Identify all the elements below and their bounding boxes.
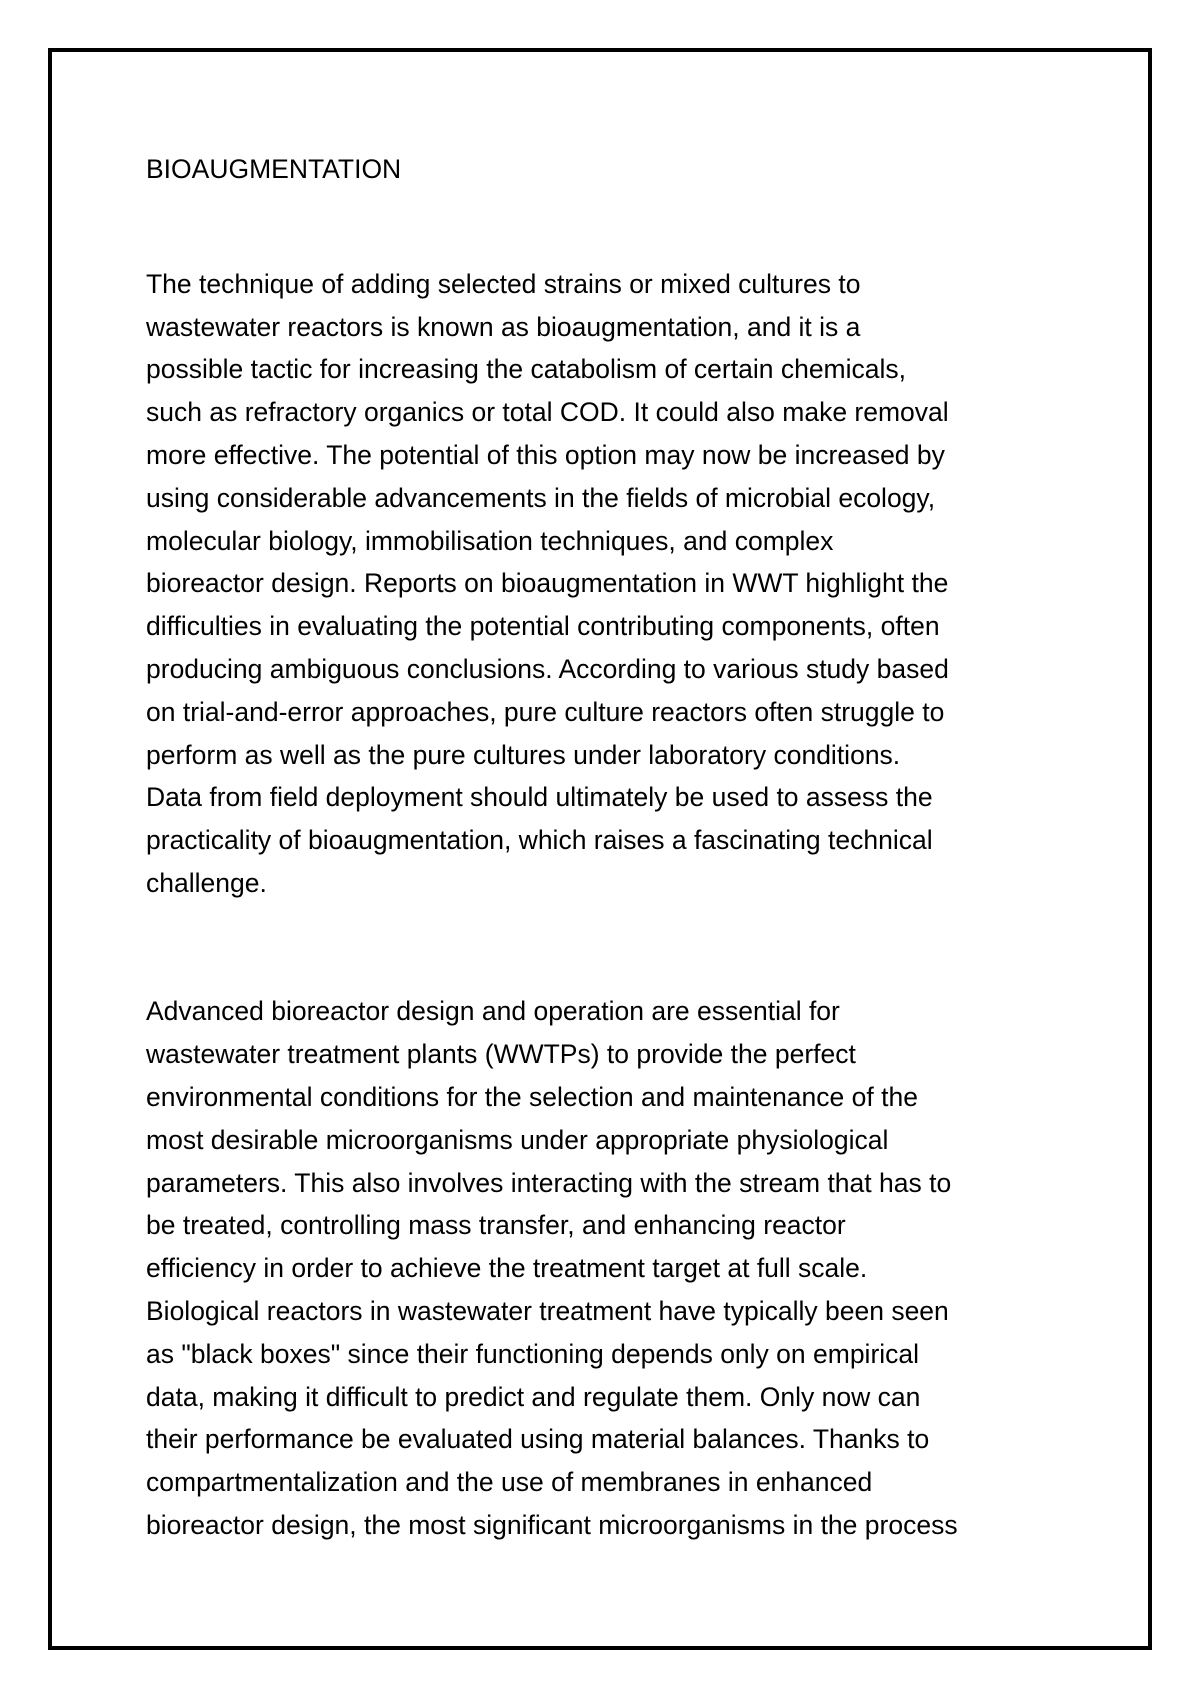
paragraph-line: compartmentalization and the use of membranes in enhanced	[146, 1467, 873, 1498]
paragraph-line: wastewater treatment plants (WWTPs) to provide the perfect	[146, 1039, 856, 1070]
paragraph-line: such as refractory organics or total COD. It could also make removal	[146, 397, 949, 428]
paragraph-line: bioreactor design, the most significant microorganisms in the process	[146, 1509, 958, 1540]
paragraph-line: be treated, controlling mass transfer, and enhancing reactor	[146, 1210, 846, 1241]
paragraph-line: parameters. This also involves interacting with the stream that has to	[146, 1167, 952, 1198]
paragraph-line: efficiency in order to achieve the treatment target at full scale.	[146, 1253, 868, 1284]
paragraph-line: possible tactic for increasing the catabolism of certain chemicals,	[146, 354, 907, 385]
paragraph-line: environmental conditions for the selection and maintenance of the	[146, 1081, 918, 1112]
paragraph-line: bioreactor design. Reports on bioaugmentation in WWT highlight the	[146, 568, 949, 599]
paragraph-line: most desirable microorganisms under appropriate physiological	[146, 1124, 889, 1155]
paragraph-line: as "black boxes" since their functioning depends only on empirical	[146, 1338, 920, 1369]
paragraph-line: The technique of adding selected strains or mixed cultures to	[146, 268, 861, 299]
paragraph-line: using considerable advancements in the fields of microbial ecology,	[146, 482, 936, 513]
paragraph-line: wastewater reactors is known as bioaugmentation, and it is a	[146, 311, 861, 342]
paragraph-line: practicality of bioaugmentation, which raises a fascinating technical	[146, 825, 933, 856]
paragraph-line: Data from field deployment should ultimately be used to assess the	[146, 782, 933, 813]
paragraph-line: molecular biology, immobilisation techniques, and complex	[146, 525, 834, 556]
paragraph-line: Advanced bioreactor design and operation are essential for	[146, 996, 840, 1027]
paragraph-line: more effective. The potential of this option may now be increased by	[146, 439, 945, 470]
paragraph-line: perform as well as the pure cultures under laboratory conditions.	[146, 739, 901, 770]
paragraph-line: Biological reactors in wastewater treatment have typically been seen	[146, 1295, 949, 1326]
paragraph-spacer	[146, 905, 1086, 991]
paragraph-2	[146, 990, 1086, 1546]
paragraph-line: difficulties in evaluating the potential contributing components, often	[146, 611, 940, 642]
paragraph-line: data, making it difficult to predict and regulate them. Only now can	[146, 1381, 921, 1412]
paragraph-line: challenge.	[146, 867, 267, 898]
document-body	[146, 148, 1086, 1547]
paragraph-line: on trial-and-error approaches, pure culture reactors often struggle to	[146, 696, 945, 727]
paragraph-line: producing ambiguous conclusions. According to various study based	[146, 653, 949, 684]
paragraph-1	[146, 263, 1086, 905]
document-heading: BIOAUGMENTATION	[146, 154, 402, 184]
paragraph-line: their performance be evaluated using material balances. Thanks to	[146, 1424, 930, 1455]
